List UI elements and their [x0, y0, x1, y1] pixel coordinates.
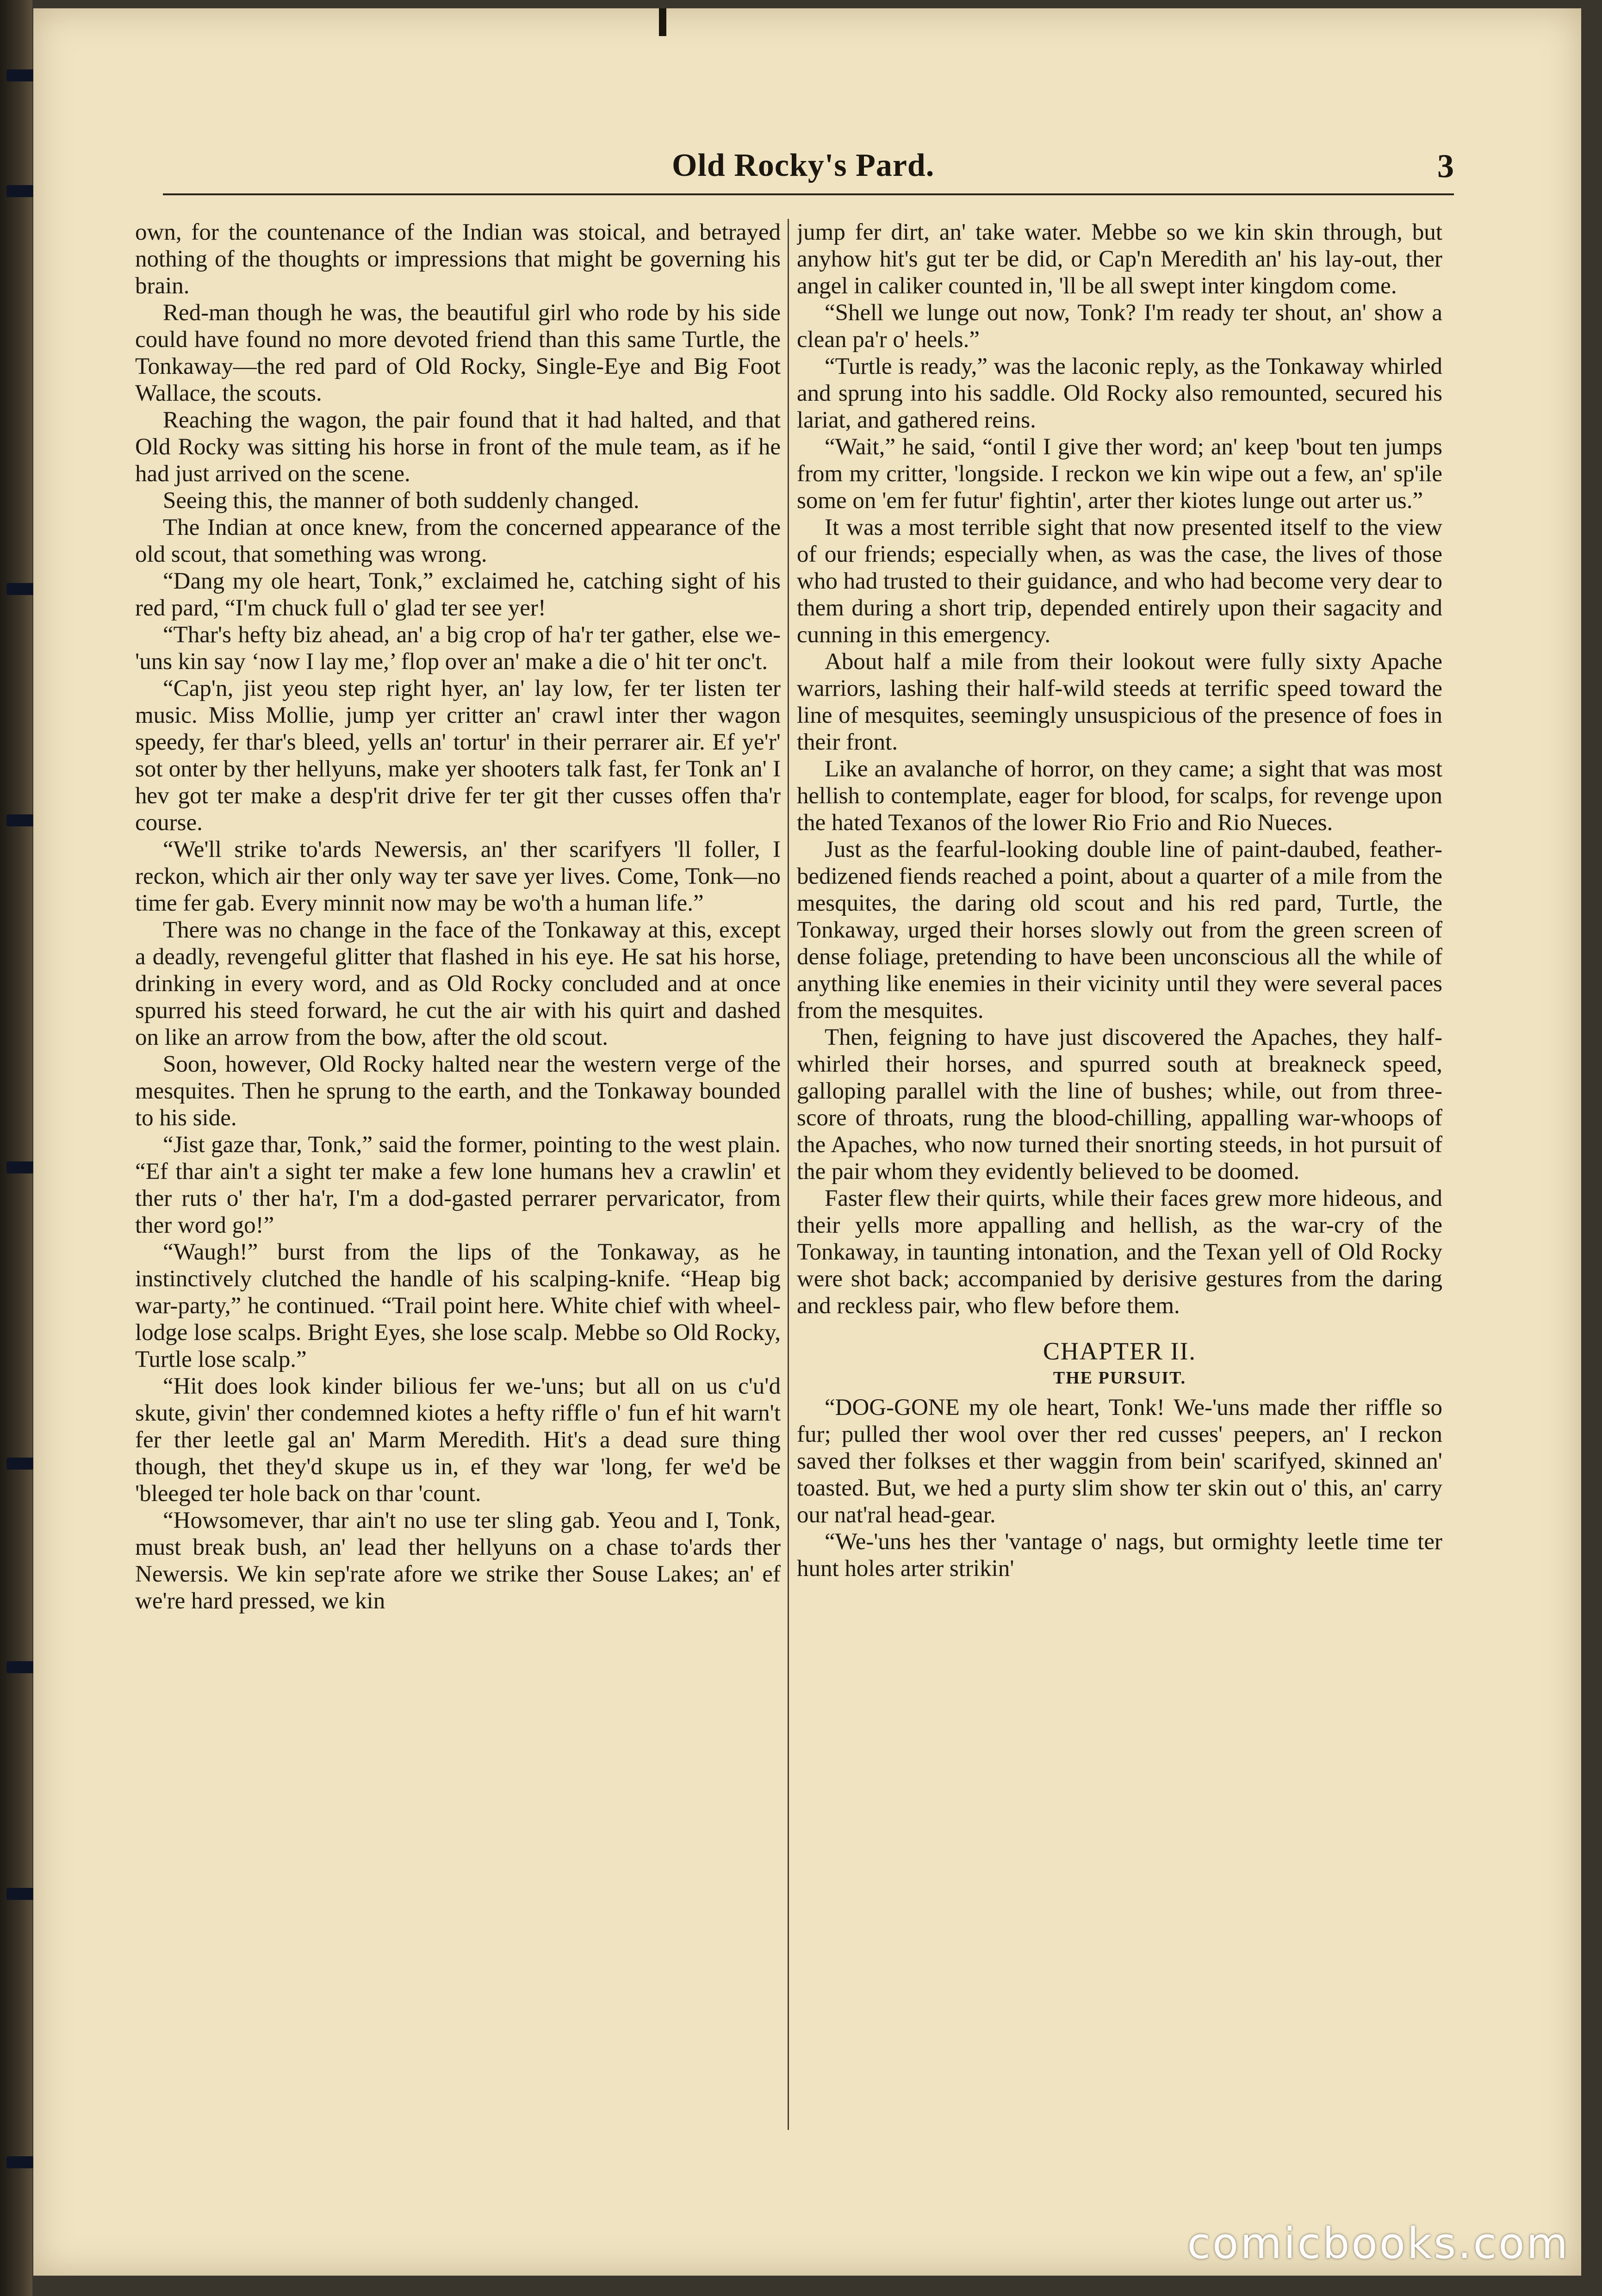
binding-stitch [6, 185, 34, 197]
book-page [33, 8, 1581, 2276]
binding-stitch [6, 583, 34, 595]
paragraph: “Thar's hefty biz ahead, an' a big crop of ha'r ter gather, else we-'uns kin say ‘now I lay me,’ flop over an' make a die o' hit ter onc't. [135, 622, 781, 675]
paragraph: “We'll strike to'ards Newersis, an' ther scarifyers 'll foller, I reckon, which air ther only way ter save yer lives. Come, Tonk—no time fer gab. Every minnit now may be wo'th a human life.” [135, 837, 781, 916]
paragraph: About half a mile from their lookout were fully sixty Apache warriors, lashing their half-wild steeds at terrific speed toward the line of mesquites, seemingly unsuspicious of the presence of foes in their front. [797, 649, 1442, 755]
paragraph: “We-'uns hes ther 'vantage o' nags, but ormighty leetle time ter hunt holes arter strikin' [797, 1529, 1442, 1582]
paragraph: Seeing this, the manner of both suddenly changed. [163, 488, 640, 514]
paragraph: It was a most terrible sight that now presented itself to the view of our friends; especially when, as was the case, the lives of those who had trusted to their guidance, and who had become very dear to them during a short trip, depended entirely upon their sagacity and cunning in this emergency. [797, 515, 1442, 648]
page-edge-mark [659, 8, 666, 36]
paragraph: “Cap'n, jist yeou step right hyer, an' lay low, fer ter listen ter music. Miss Mollie, jump yer critter an' crawl inter ther wagon speedy, fer thar's bleed, yells an' tortur' in their perrarer air. Ef ye'r' sot onter by ther hellyuns, make yer shooters talk fast, fer Tonk an' I hev got ter make a desp'rit drive fer ter git ther cusses offen tha'r course. [135, 676, 781, 836]
paragraph: “Turtle is ready,” was the laconic reply, as the Tonkaway whirled and sprung into his saddle. Old Rocky also remounted, secured his lariat, and gathered reins. [797, 354, 1442, 433]
paragraph: Faster flew their quirts, while their faces grew more hideous, and their yells more appalling and hellish, as the war-cry of the Tonkaway, in taunting intonation, and the Texan yell of Old Rocky were shot back; accompanied by derisive gestures from the daring and reckless pair, who flew before them. [797, 1185, 1442, 1319]
binding-stitch [6, 814, 34, 826]
paragraph: Red-man though he was, the beautiful girl who rode by his side could have found no more devoted friend than this same Turtle, the Tonkaway—the red pard of Old Rocky, Single-Eye and Big Foot Wallace, the scouts. [135, 300, 781, 406]
binding-stitch [6, 69, 34, 81]
chapter-heading: CHAPTER II. [1043, 1337, 1196, 1365]
running-title: Old Rocky's Pard. [672, 148, 935, 183]
paragraph: “DOG-GONE my ole heart, Tonk! We-'uns made ther riffle so fur; pulled ther wool over ther red cusses' peepers, an' I reckon saved ther folkses et ther waggin from bein' scarifyed, skinned an' toasted. But, we hed a purty slim show ter skin out o' this, an' carry our nat'ral head-gear. [797, 1395, 1442, 1528]
paragraph: “Wait,” he said, “ontil I give ther word; an' keep 'bout ten jumps from my critter, 'longside. I reckon we kin wipe out a few, an' sp'ile some on 'em fer futur' fightin', arter ther kiotes lunge out arter us.” [797, 434, 1442, 514]
paragraph: “Shell we lunge out now, Tonk? I'm ready ter shout, an' show a clean pa'r o' heels.” [797, 300, 1442, 353]
column-divider [788, 219, 789, 2130]
binding-stitch [6, 1661, 34, 1673]
paragraph: Then, feigning to have just discovered the Apaches, they half-whirled their horses, and spurred south at breakneck speed, galloping parallel with the line of bushes; while, out from three-score of throats, rung the blood-chilling, appalling war-whoops of the Apaches, who now turned their snorting steeds, in hot pursuit of the pair whom they evidently believed to be doomed. [797, 1024, 1442, 1185]
book-binding-edge [0, 0, 32, 2296]
binding-stitch [6, 2156, 34, 2168]
paragraph: There was no change in the face of the Tonkaway at this, except a deadly, revengeful glitter that flashed in his eye. He sat his horse, drinking in every word, and as Old Rocky concluded and at once spurred his steed forward, he cut the air with his quirt and dashed on like an arrow from the bow, after the old scout. [135, 917, 781, 1050]
paragraph: “Dang my ole heart, Tonk,” exclaimed he, catching sight of his red pard, “I'm chuck full o' glad ter see yer! [135, 568, 781, 621]
paragraph: Soon, however, Old Rocky halted near the western verge of the mesquites. Then he sprung to the earth, and the Tonkaway bounded to his side. [135, 1051, 781, 1131]
binding-stitch [6, 1161, 34, 1173]
chapter-subtitle: THE PURSUIT. [1053, 1368, 1186, 1388]
paragraph: “Jist gaze thar, Tonk,” said the former, pointing to the west plain. “Ef thar ain't a sight ter make a few lone humans hev a crawlin' et ther ruts o' ther ha'r, I'm a dod-gasted perrarer pervaricator, from ther word go!” [135, 1132, 781, 1238]
site-watermark: comicbooks.com [1187, 2219, 1570, 2268]
paragraph: jump fer dirt, an' take water. Mebbe so we kin skin through, but anyhow hit's gut ter be did, or Cap'n Meredith an' his lay-out, ther angel in caliker counted in, 'll be all swept inter kingdom come. [797, 219, 1442, 299]
paragraph: Just as the fearful-looking double line of paint-daubed, feather-bedizened fiends reached a point, about a quarter of a mile from the mesquites, the daring old scout and his red pard, Turtle, the Tonkaway, urged their horses slowly out from the green screen of dense foliage, pretending to have been unconscious all the while of anything like enemies in their vicinity until they were several paces from the mesquites. [797, 837, 1442, 1024]
paragraph: Like an avalanche of horror, on they came; a sight that was most hellish to contemplate, eager for blood, for scalps, for revenge upon the hated Texanos of the lower Rio Frio and Rio Nueces. [797, 756, 1442, 836]
paragraph: “Howsomever, thar ain't no use ter sling gab. Yeou and I, Tonk, must break bush, an' lead ther hellyuns on a chase to'ards ther Newersis. We kin sep'rate afore we strike ther Souse Lakes; an' ef we're hard pressed, we kin [135, 1508, 781, 1614]
paragraph: Reaching the wagon, the pair found that it had halted, and that Old Rocky was sitting his horse in front of the mule team, as if he had just arrived on the scene. [135, 407, 781, 487]
page-header [163, 143, 1454, 195]
paragraph: own, for the countenance of the Indian was stoical, and betrayed nothing of the thoughts or impressions that might be governing his brain. [135, 219, 781, 299]
left-text-column [135, 219, 781, 2135]
binding-stitch [6, 1888, 34, 1900]
paragraph: “Hit does look kinder bilious fer we-'uns; but all on us c'u'd skute, givin' ther condemned kiotes a hefty riffle o' fun ef hit warn't fer ther leetle gal an' Marm Meredith. Hit's a dead sure thing though, thet they'd skupe us in, ef they war 'long, fer we'd be 'bleeged ter hole back on thar 'count. [135, 1373, 781, 1507]
binding-stitch [6, 1458, 34, 1470]
paragraph: “Waugh!” burst from the lips of the Tonkaway, as he instinctively clutched the handle of his scalping-knife. “Heap big war-party,” he continued. “Trail point here. White chief with wheel-lodge lose scalps. Bright Eyes, she lose scalp. Mebbe so Old Rocky, Turtle lose scalp.” [135, 1239, 781, 1372]
right-text-column [797, 219, 1442, 2135]
paragraph: The Indian at once knew, from the concerned appearance of the old scout, that something was wrong. [135, 515, 781, 567]
page-number: 3 [1437, 148, 1454, 185]
